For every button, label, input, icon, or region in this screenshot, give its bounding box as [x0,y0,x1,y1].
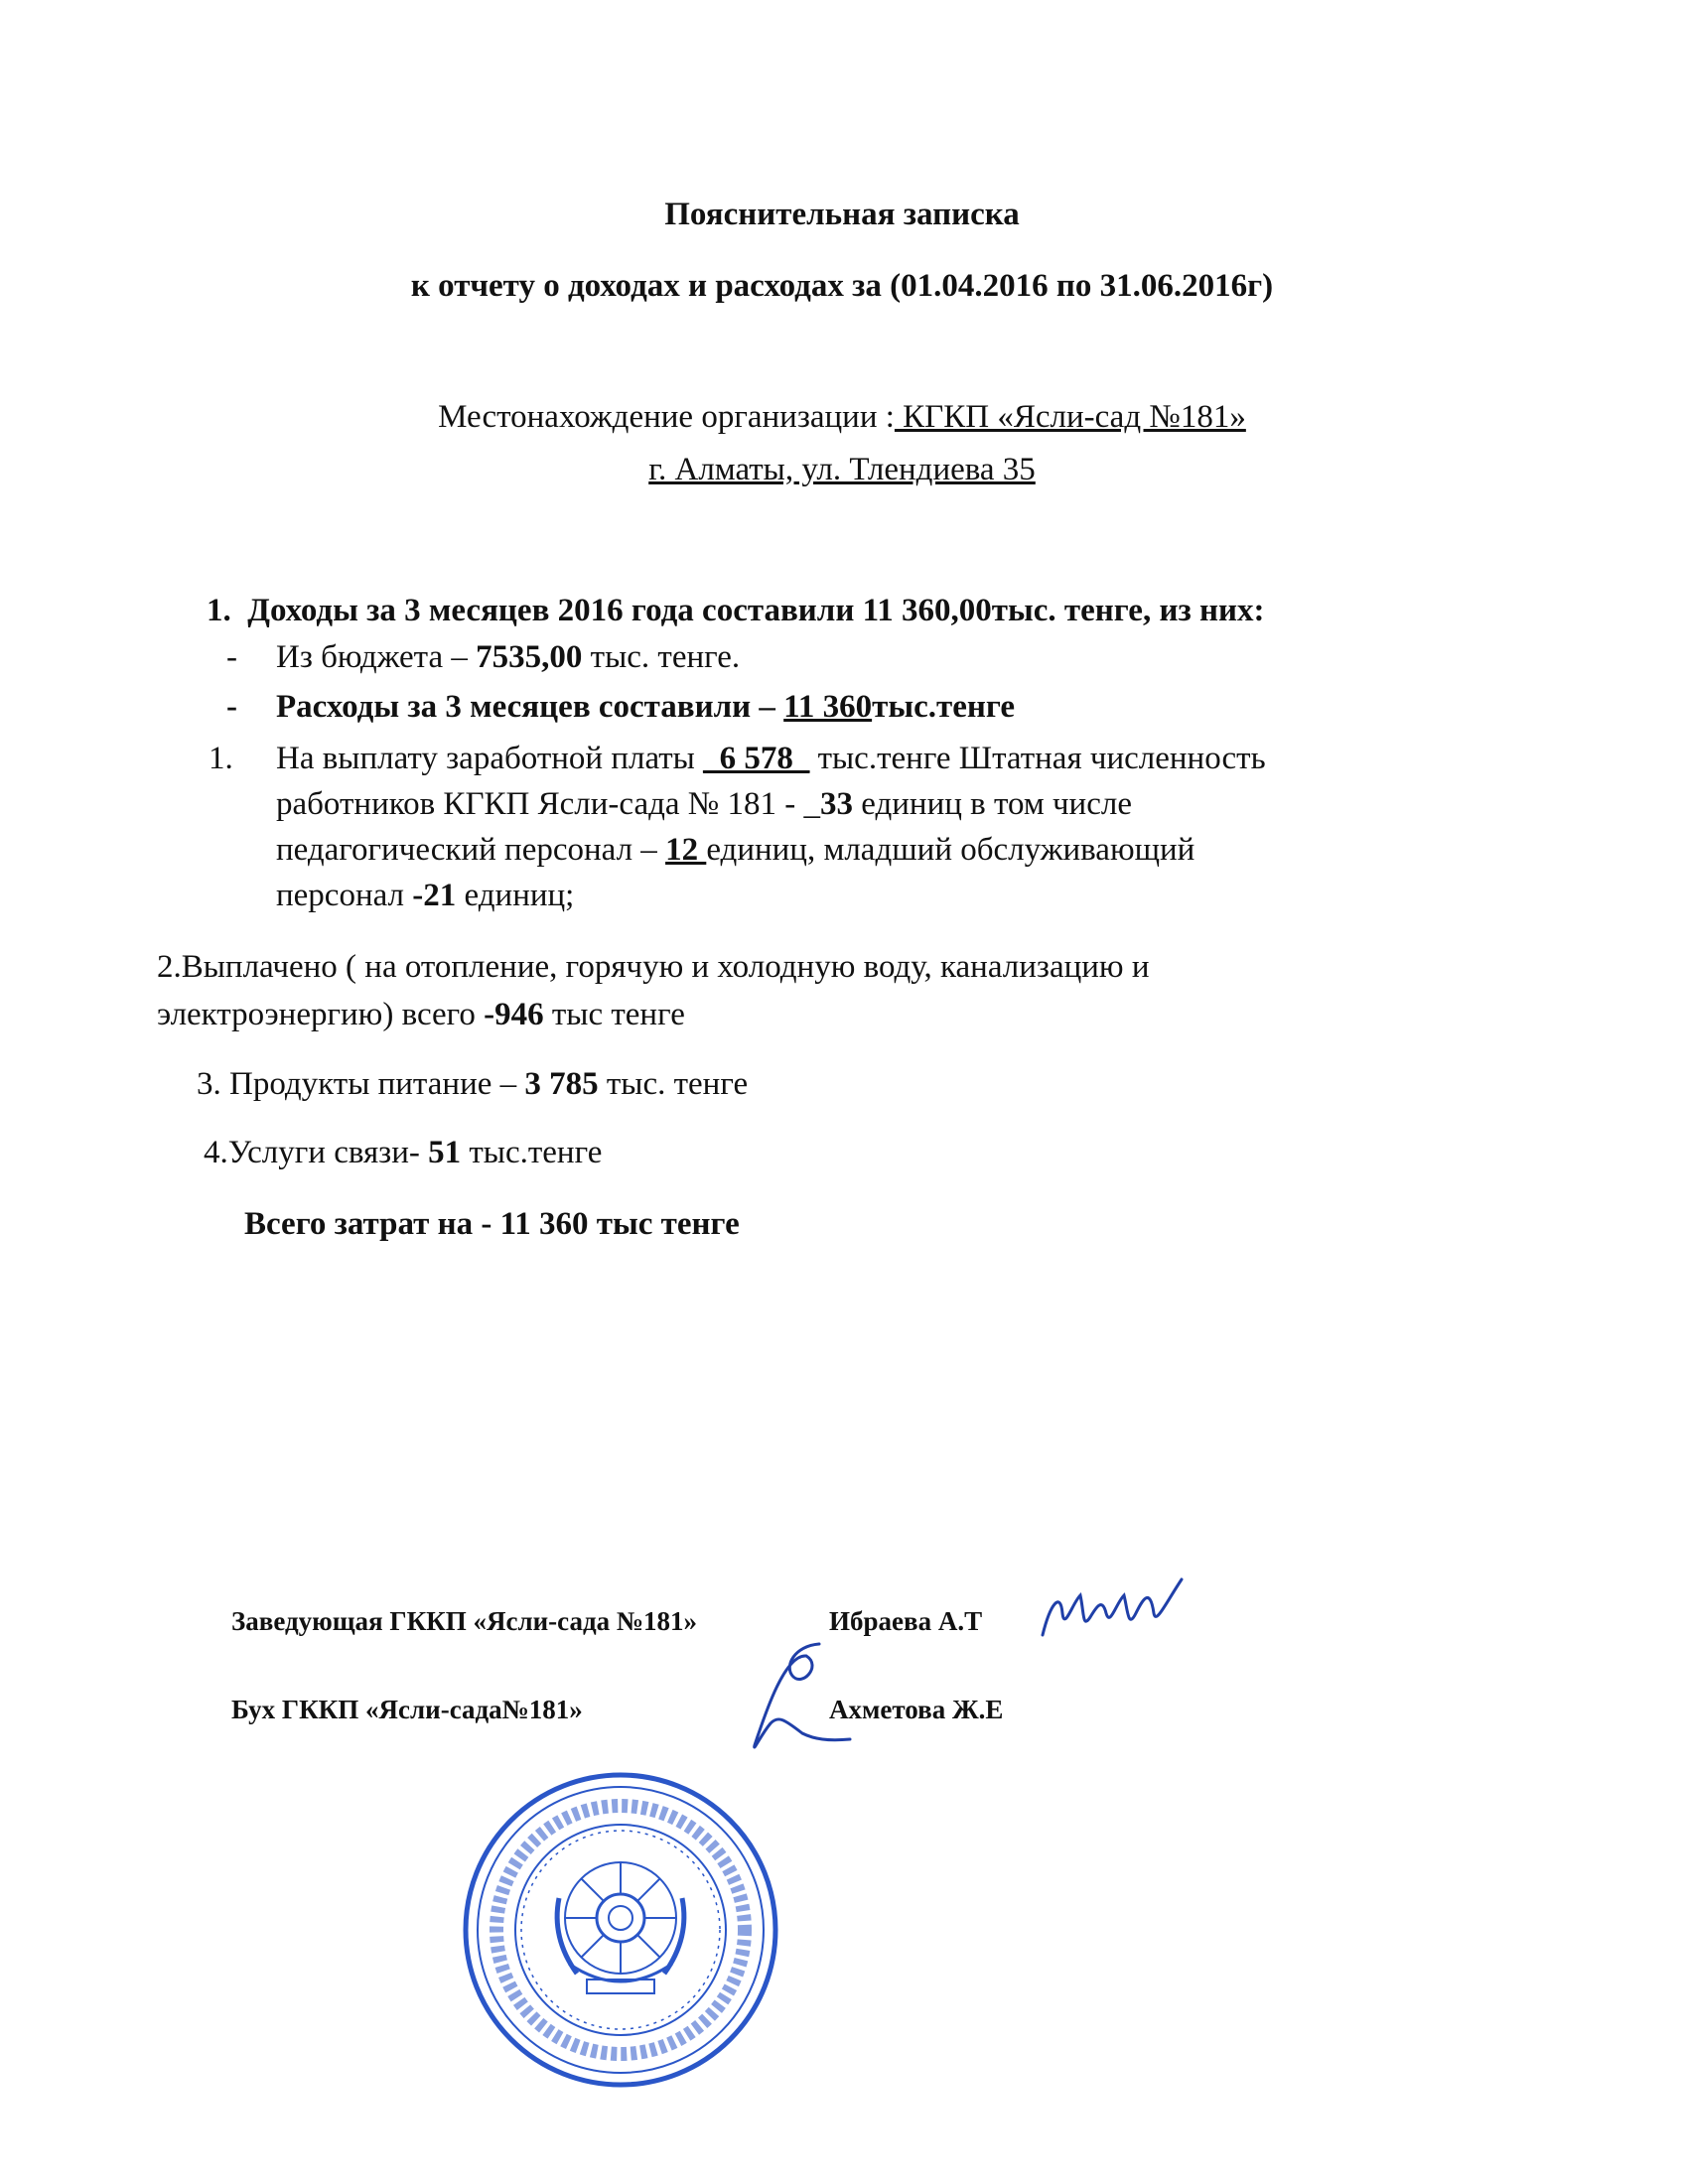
head-signature [1033,1573,1192,1653]
utilities-line-2 [157,997,685,1033]
salary-line-1 [276,741,1266,777]
utilities-unit: тыс тенге [543,997,685,1032]
teachers-text: единиц, младший обслуживающий [706,832,1195,868]
document-subtitle: к отчету о доходах и расходах за (01.04.2016 по 31.06.2016г) [410,268,1274,304]
food-line [197,1066,748,1103]
location-label: Местонахождение организации : [438,399,895,435]
support-text: единиц; [456,878,575,913]
expenses-label: Расходы за 3 месяцев составили – [276,689,784,725]
salary-text: На выплату заработной платы [276,741,704,776]
salary-number: 1. [209,741,233,776]
staff-text: единиц в том числе [853,786,1132,822]
document-title: Пояснительная записка [664,197,1020,232]
total-line: Всего затрат на - 11 360 тыс тенге [244,1206,740,1242]
income-heading-text: Доходы за 3 месяцев 2016 года составили 11 360,00тыс. тенге, из них: [247,593,1265,628]
comm-unit: тыс.тенге [461,1135,603,1170]
budget-line: - Из бюджета – 7535,00 тыс. тенге. [226,639,741,675]
expenses-value: 11 360 [783,689,873,725]
salary-line-4 [276,878,574,914]
budget-value: 7535,00 [476,639,583,675]
utilities-line-1: 2.Выплачено ( на отопление, горячую и холодную воду, канализацию и [157,949,1150,985]
organization-address: г. Алматы, ул. Тлендиева 35 [648,452,1036,487]
official-seal [460,1769,781,2091]
accountant-role: Бух ГККП «Ясли-сада№181» [231,1695,583,1724]
utilities-value: -946 [484,997,544,1032]
teachers-count: 12 [665,832,707,868]
income-number: 1. [207,593,231,628]
utilities-text: электроэнергию) всего [157,997,485,1032]
comm-label: 4.Услуги связи- [204,1135,429,1170]
salary-line-3 [276,832,1194,869]
salary-text: тыс.тенге Штатная численность [809,741,1266,776]
income-heading [207,593,1265,629]
organization-location [0,399,1684,436]
accountant-name: Ахметова Ж.Е [829,1695,1004,1724]
budget-label: Из бюджета – [276,639,477,675]
communications-line [204,1135,602,1171]
expenses-unit: тыс.тенге [872,689,1016,725]
support-count: -21 [412,878,457,913]
support-text: персонал [276,878,413,913]
salary-value: _6 578_ [703,741,810,776]
food-value: 3 785 [524,1066,599,1102]
accountant-signature [725,1636,854,1765]
head-role: Заведующая ГККП «Ясли-сада №181» [231,1606,698,1636]
salary-line-2 [276,786,1132,823]
head-name: Ибраева А.Т [829,1606,983,1636]
food-label: 3. Продукты питание – [197,1066,525,1102]
staff-text: работников КГКП Ясли-сада № 181 - _ [276,786,820,822]
food-unit: тыс. тенге [598,1066,749,1102]
organization-name: КГКП «Ясли-сад №181» [894,399,1246,435]
comm-value: 51 [428,1135,462,1170]
staff-count: 33 [820,786,853,822]
budget-unit: тыс. тенге. [582,639,741,675]
expenses-line: - Расходы за 3 месяцев составили – 11 360тыс.тенге [226,689,1016,725]
teachers-text: педагогический персонал – [276,832,666,868]
